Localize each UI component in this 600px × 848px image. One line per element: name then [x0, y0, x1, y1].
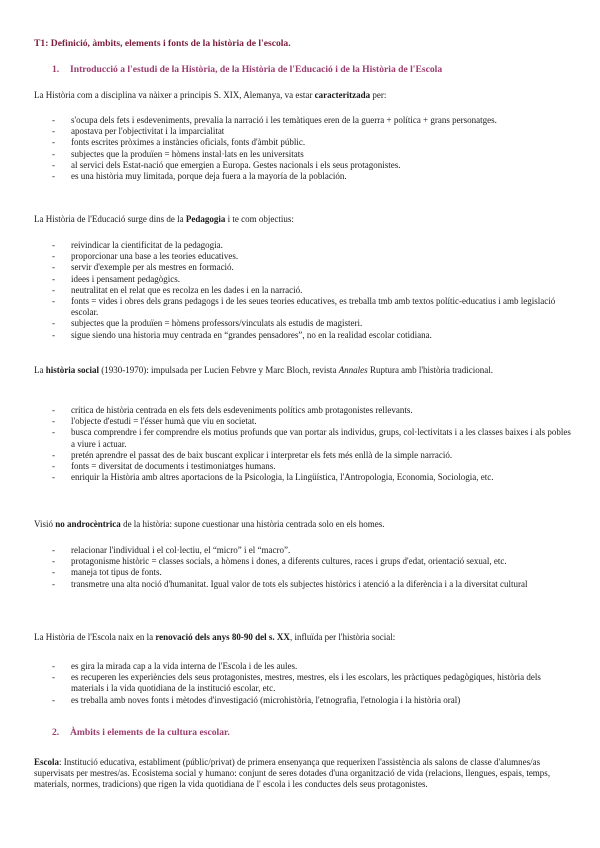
- list-item: - servir d'exemple per als mestres en formació.: [52, 262, 572, 273]
- section-1-number: 1.: [52, 64, 60, 75]
- paragraph-history-discipline: [34, 90, 568, 101]
- list-item: - fonts = diversitat de documents i testimoniatges humans.: [52, 461, 572, 472]
- p3-text: La: [34, 365, 46, 375]
- p6-bold: Escola: [34, 757, 60, 767]
- list-item: - es una història muy limitada, porque deja fuera a la mayoría de la población.: [52, 171, 572, 182]
- list-item: - maneja tot tipus de fonts.: [52, 567, 572, 578]
- list-item: - proporcionar una base a les teories educatives.: [52, 251, 572, 262]
- list-item: - protagonisme històric = classes socials, a hòmens i dones, a diferents cultures, races i grups d'edat, orientació sexual, etc.: [52, 556, 572, 567]
- list-item: - crítica de història centrada en els fets dels esdeveniments polítics amb protagonistes rellevants.: [52, 405, 572, 416]
- list-item: - sigue siendo una historia muy centrada en “grandes pensadores”, no en la realidad escolar cotidiana.: [52, 330, 572, 341]
- p2-text: La Història de l'Educació surge dins de la: [34, 214, 186, 224]
- section-1-heading-text: Introducció a l'estudi de la Història, de la Història de l'Educació i de la Història de l'Escola: [70, 64, 443, 75]
- p4-text: Visió: [34, 519, 56, 529]
- section-2-heading: [52, 727, 230, 738]
- p1-bold: caracteritzada: [314, 90, 371, 100]
- list-item: - enriquir la Història amb altres aportacions de la Psicologia, la Lingüística, l'Antropologia, Economia, Sociologia, etc.: [52, 472, 572, 483]
- p6-text: : Institució educativa, establiment (públic/privat) de primera ensenyança que requerixen l'assistència als salons de classe d'alumnes/as supervisats per mestres/as. Ecosistema social y humano: conjunt de seres dotades d'una organització de vida (relacions, llengues, espais, temps, materials, normes, tradicions) que rigen la vida quotidiana de l' escola i les conductes dels seus protagonistes.: [34, 757, 551, 790]
- p4-bold: no androcèntrica: [55, 519, 121, 529]
- list-item: - relacionar l'individual i el col·lectiu, el “micro” i el “macro”.: [52, 545, 572, 556]
- list-item: - es gira la mirada cap a la vida interna de l'Escola i de les aules.: [52, 661, 572, 672]
- list-item: - fonts = vides i obres dels grans pedagogs i de les seues teories educatives, es treballa tmb amb textos polític-educatius i amb legislació escolar.: [52, 296, 572, 318]
- list-item: - neutralitat en el relat que es recolza en les dades i en la narració.: [52, 285, 572, 296]
- section-2-heading-text: Àmbits i elements de la cultura escolar.: [70, 727, 230, 738]
- p4-text-end: de la història: supone cuestionar una història centrada solo en els homes.: [120, 519, 385, 529]
- section-1-heading: [52, 64, 442, 75]
- list-social-history: [52, 405, 572, 483]
- list-education-objectives: [52, 240, 572, 341]
- list-item: - es treballa amb noves fonts i mètodes d'investigació (microhistòria, l'etnografia, l'etnologia i la història oral): [52, 695, 572, 706]
- list-non-androcentric: [52, 545, 572, 590]
- p5-text-end: , influïda per l'història social:: [289, 632, 396, 642]
- list-item: - subjectes que la produïen = hòmens professors/vinculats als estudis de magisteri.: [52, 318, 572, 329]
- p2-bold: Pedagogia: [185, 214, 226, 224]
- p5-text: La Història de l'Escola naix en la: [34, 632, 156, 642]
- list-item: - busca comprendre i fer comprendre els motius profunds que van portar als individus, grups, col·lectivitats i a les classes baixes i als pobles a viure i actuar.: [52, 427, 572, 449]
- p3-text-mid: (1930-1970): impulsada per Lucien Febvre y Marc Bloch, revista: [99, 365, 339, 375]
- paragraph-history-education: [34, 214, 568, 225]
- p3-bold: història social: [45, 365, 99, 375]
- list-item: - pretén aprendre el passat des de baix buscant explicar i interpretar els fets més enllà de la simple narració.: [52, 450, 572, 461]
- list-item: - reivindicar la cientificitat de la pedagogia.: [52, 240, 572, 251]
- p3-text-end: Ruptura amb l'història tradicional.: [367, 365, 494, 375]
- section-2-number: 2.: [52, 727, 60, 738]
- list-history-characteristics: [52, 115, 572, 182]
- paragraph-school-history: [34, 632, 568, 643]
- list-school-history: [52, 661, 572, 706]
- list-item: - subjectes que la produïen = hòmens instal·lats en les universitats: [52, 149, 572, 160]
- p1-text: La Història com a disciplina va nàixer a principis S. XIX, Alemanya, va estar: [34, 90, 315, 100]
- paragraph-school-definition: [34, 757, 568, 791]
- list-item: - al servici dels Estat-nació que emergien a Europa. Gestes nacionals i els seus protagonistes.: [52, 160, 572, 171]
- paragraph-non-androcentric: [34, 519, 568, 530]
- list-item: - es recuperen les experiències dels seus protagonistes, mestres, mestres, els i les escolars, les pràctiques pedagògiques, història dels materials i la vida quotidiana de la institució escolar, etc.: [52, 672, 572, 694]
- list-item: - idees i pensament pedagògics.: [52, 274, 572, 285]
- list-item: - fonts escrites pròximes a instàncies oficials, fonts d'àmbit públic.: [52, 137, 572, 148]
- p2-text-end: i te com objectius:: [225, 214, 294, 224]
- document-title: T1: Definició, àmbits, elements i fonts de la història de l'escola.: [34, 38, 291, 49]
- list-item: - apostava per l'objectivitat i la imparcialitat: [52, 126, 572, 137]
- list-item: - l'objecte d'estudi = l'ésser humà que viu en societat.: [52, 416, 572, 427]
- paragraph-social-history: [34, 365, 568, 376]
- p1-text-end: per:: [370, 90, 387, 100]
- p3-journal-name: Annales: [338, 365, 368, 375]
- list-item: - transmetre una alta noció d'humanitat. Igual valor de tots els subjectes històrics i atenció a la diferència i a la diversitat cultural: [52, 579, 572, 590]
- p5-bold: renovació dels anys 80-90 del s. XX: [155, 632, 290, 642]
- list-item: - s'ocupa dels fets i esdeveniments, prevalia la narració i les temàtiques eren de la guerra + política + grans personatges.: [52, 115, 572, 126]
